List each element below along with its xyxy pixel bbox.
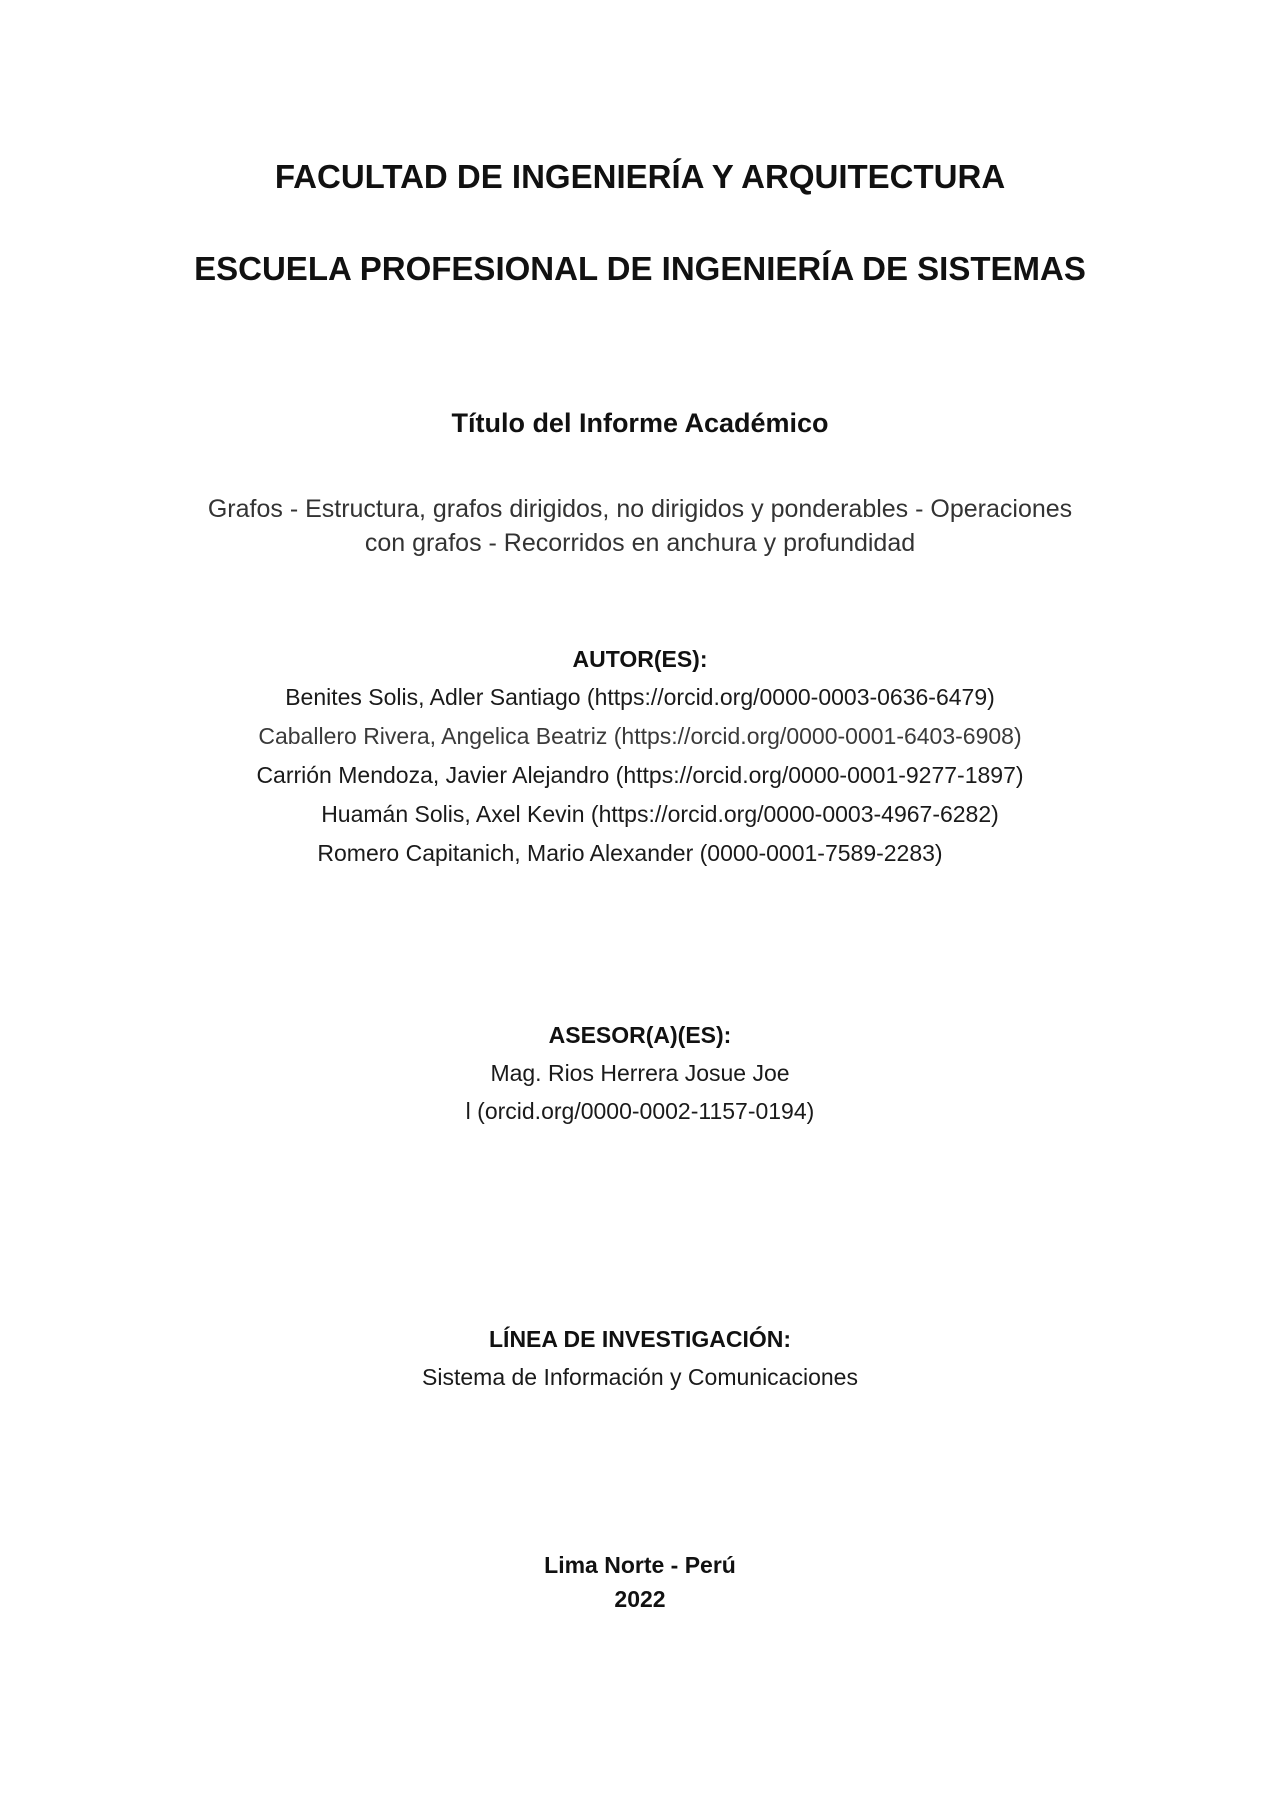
research-line-label: LÍNEA DE INVESTIGACIÓN: xyxy=(489,1326,791,1352)
advisor-orcid: l (orcid.org/0000-0002-1157-0194) xyxy=(465,1098,815,1124)
advisor-name: Mag. Rios Herrera Josue Joe xyxy=(490,1060,790,1086)
footer-location: Lima Norte - Perú xyxy=(544,1552,736,1578)
author-line: Caballero Rivera, Angelica Beatriz (https://orcid.org/0000-0001-6403-6908) xyxy=(258,723,1022,749)
author-line: Carrión Mendoza, Javier Alejandro (https://orcid.org/0000-0001-9277-1897) xyxy=(256,762,1024,788)
school-title: ESCUELA PROFESIONAL DE INGENIERÍA DE SISTEMAS xyxy=(194,250,1086,287)
faculty-title: FACULTAD DE INGENIERÍA Y ARQUITECTURA xyxy=(274,158,1006,195)
report-title-label: Título del Informe Académico xyxy=(451,408,829,438)
advisors-label: ASESOR(A)(ES): xyxy=(548,1022,732,1048)
report-subtitle-line-2: con grafos - Recorridos en anchura y profundidad xyxy=(364,529,916,557)
footer-year: 2022 xyxy=(614,1586,666,1612)
author-line: Romero Capitanich, Mario Alexander (0000-0001-7589-2283) xyxy=(317,840,943,866)
author-line: Benites Solis, Adler Santiago (https://orcid.org/0000-0003-0636-6479) xyxy=(285,684,995,710)
research-line-value: Sistema de Información y Comunicaciones xyxy=(422,1364,858,1390)
author-line: Huamán Solis, Axel Kevin (https://orcid.org/0000-0003-4967-6282) xyxy=(321,801,999,827)
authors-label: AUTOR(ES): xyxy=(572,646,708,672)
report-subtitle-line-1: Grafos - Estructura, grafos dirigidos, no dirigidos y ponderables - Operaciones xyxy=(207,495,1073,523)
